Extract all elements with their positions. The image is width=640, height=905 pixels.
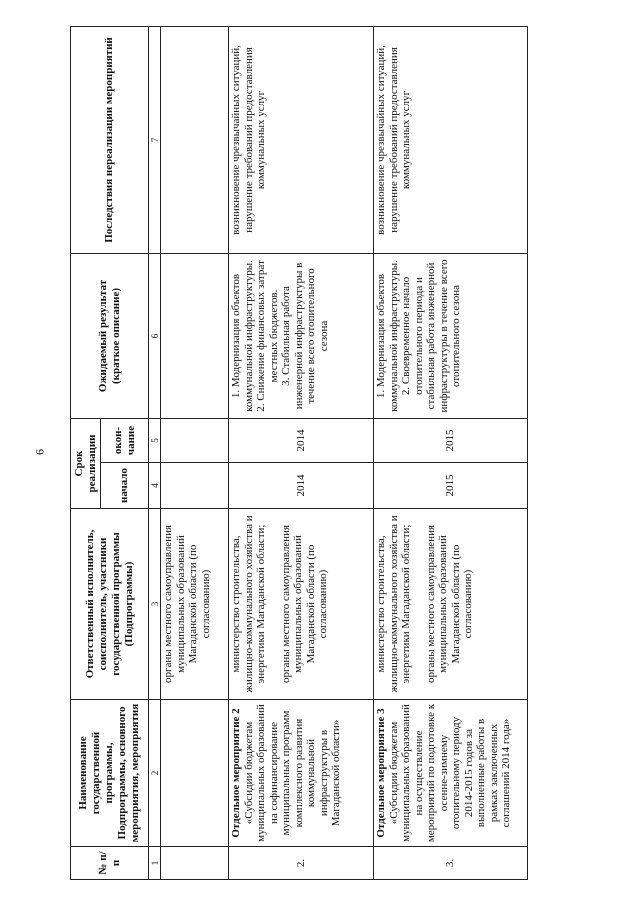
header-executor: Ответственный исполнитель, соисполнитель, участники государственной программы (Подпрограммы) (71, 509, 149, 700)
row-result-line: 2. Своевременное начало отопительного периода и стабильная работа инженерной инфраструктуры в течение всего отопительного сезона (400, 259, 462, 413)
row-start (161, 463, 229, 509)
header-end: окон-чание (101, 418, 149, 462)
row-number (161, 847, 229, 880)
row-end (161, 418, 229, 462)
header-no: № п/п (71, 847, 149, 880)
column-number: 2 (149, 700, 161, 847)
row-name-text: «Субсидии бюджетам муниципальных образований на софинансирование муниципальных программ комплексного развития коммунальной инфраструктуры в Магаданской области» (242, 704, 342, 842)
row-number: 3. (374, 847, 528, 880)
row-name (374, 700, 528, 847)
header-result: Ожидаемый результат (краткое описание) (71, 253, 149, 418)
row-consequences: возникновение чрезвычайных ситуаций, нарушение требований предоставления коммунальных услуг (374, 26, 528, 253)
column-number: 6 (149, 253, 161, 418)
row-result-line: 1. Модернизация объектов коммунальной инфраструктуры. (375, 260, 400, 412)
row-name (229, 700, 374, 847)
row-start: 2014 (229, 463, 374, 509)
row-executor (229, 509, 374, 700)
row-name-title: Отдельное мероприятие 2 (230, 708, 242, 838)
table-row (374, 26, 528, 879)
row-executor (374, 509, 528, 700)
column-number: 7 (149, 26, 161, 253)
row-name-text: «Субсидии бюджетам муниципальных образований на осуществление мероприятий по подготовке к осенне-зимнему отопительному периоду 2014-2015 годов за выполненные работы в рамках заключенных соглашений 2014 года» (387, 703, 512, 843)
column-number: 5 (149, 418, 161, 462)
row-executor-line: органы местного самоуправления муниципальных образований Магаданской области (по согласованию) (162, 524, 212, 684)
rotated-table-container (70, 27, 525, 880)
header-term: Срок реализации (71, 418, 101, 508)
row-end: 2014 (229, 418, 374, 462)
row-end: 2015 (374, 418, 528, 462)
row-result-line: 3. Стабильная работа инженерной инфраструктуры в течение всего отопительного сезона (280, 262, 330, 410)
page-number: 6 (32, 449, 47, 455)
program-activities-table (70, 26, 528, 880)
row-name-title: Отдельное мероприятие 3 (375, 708, 387, 838)
column-number: 3 (149, 509, 161, 700)
table-row (161, 26, 229, 879)
row-name (161, 700, 229, 847)
row-number: 2. (229, 847, 374, 880)
row-executor-line: министерство строительства, жилищно-коммунального хозяйства и энергетики Магаданской области; (230, 515, 267, 693)
row-result-line: 2. Снижение финансовых затрат местных бюджетов. (255, 260, 280, 412)
row-result (161, 253, 229, 418)
column-number-row (149, 26, 161, 879)
row-executor (161, 509, 229, 700)
header-consequences: Последствия нереализации мероприятий (71, 26, 149, 253)
column-number: 4 (149, 463, 161, 509)
row-result-line: 1. Модернизация объектов коммунальной инфраструктуры. (230, 260, 255, 412)
row-consequences: возникновение чрезвычайных ситуаций, нарушение требований предоставления коммунальных услуг (229, 26, 374, 253)
table-row (229, 26, 374, 879)
header-name: Наименование государственной программы, Подпрограммы, основного мероприятия, мероприятия (71, 700, 149, 847)
row-executor-line: органы местного самоуправления муниципальных образований Магаданской области (по согласованию) (424, 524, 474, 684)
row-start: 2015 (374, 463, 528, 509)
row-executor-line: министерство строительства, жилищно-коммунального хозяйства и энергетики Магаданской области; (375, 515, 412, 693)
column-number: 1 (149, 847, 161, 880)
row-result (229, 253, 374, 418)
row-consequences (161, 26, 229, 253)
row-result (374, 253, 528, 418)
header-start: начало (101, 463, 149, 509)
row-executor-line: органы местного самоуправления муниципальных образований Магаданской области (по согласованию) (279, 524, 329, 684)
